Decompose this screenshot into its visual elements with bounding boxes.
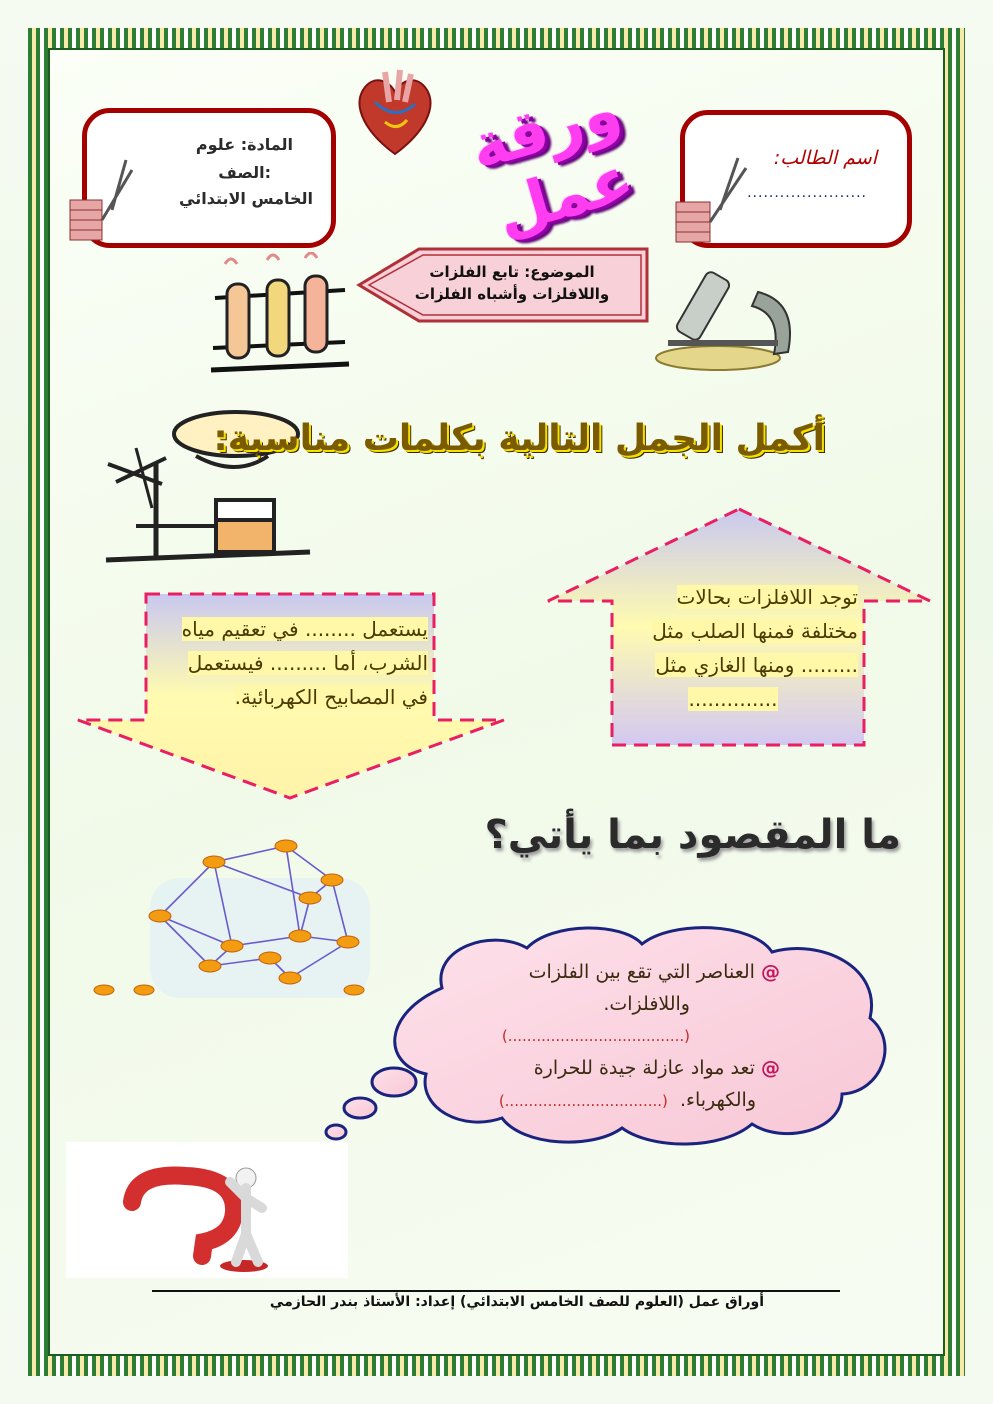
- swirl-icon: @: [761, 961, 780, 983]
- section-2-heading: ما المقصود بما يأتي؟: [484, 812, 901, 858]
- up-arrow-line-1: توجد اللافلزات بحالات: [676, 585, 858, 609]
- footer-credit: أوراق عمل (العلوم للصف الخامس الابتدائي) إعداد: الأستاذ بندر الحازمي: [269, 1294, 764, 1310]
- student-name-blank[interactable]: ......................: [747, 185, 867, 201]
- down-arrow-text: [150, 612, 428, 714]
- heart-illustration: [345, 62, 445, 162]
- up-arrow-line-4: ..............: [688, 687, 778, 711]
- q2-line-1: تعد مواد عازلة جيدة للحرارة: [533, 1057, 755, 1079]
- cloud-questions: [440, 956, 780, 1117]
- spool-icon-2: [672, 150, 752, 250]
- section-1-heading: أكمل الجمل التالية بكلمات مناسبة:: [213, 418, 825, 459]
- down-arrow-line-3: في المصابيح الكهربائية.: [234, 685, 428, 709]
- swirl-icon-2: @: [761, 1057, 780, 1079]
- microscope-illustration: [648, 262, 808, 382]
- question-mark-figure-illustration: [66, 1142, 348, 1278]
- grade-label: الصف:: [218, 163, 271, 182]
- q1-answer-blank[interactable]: (.....................................): [501, 1027, 690, 1045]
- up-arrow-line-3: ......... ومنها الغازي مثل: [655, 653, 858, 677]
- q2-line-2: والكهرباء.: [679, 1089, 756, 1111]
- topic-line-1: الموضوع: تابع الفلزات: [429, 263, 595, 281]
- student-name-label: اسم الطالب:: [773, 147, 877, 169]
- footer-divider: [152, 1290, 840, 1292]
- up-arrow-line-2: مختلفة فمنها الصلب مثل: [652, 619, 858, 643]
- q1-line-1: العناصر التي تقع بين الفلزات: [528, 961, 755, 983]
- topic-banner: [355, 245, 650, 325]
- up-arrow-text: [608, 580, 858, 716]
- q1-line-2: واللافلزات.: [603, 993, 690, 1015]
- down-arrow-line-2: الشرب، أما ......... فيستعمل: [187, 651, 428, 675]
- down-arrow-line-1: يستعمل ........ في تعقيم مياه: [181, 617, 428, 641]
- test-tubes-illustration: [205, 252, 355, 377]
- grade-value: الخامس الابتدائي: [179, 189, 313, 208]
- topic-line-2: واللافلزات وأشباه الفلزات: [414, 285, 610, 303]
- q2-answer-blank[interactable]: (.................................): [498, 1092, 668, 1110]
- spool-icon: [66, 150, 136, 250]
- worksheet-title: ورقة عمل: [461, 71, 642, 250]
- subject-label: المادة: علوم: [195, 135, 293, 154]
